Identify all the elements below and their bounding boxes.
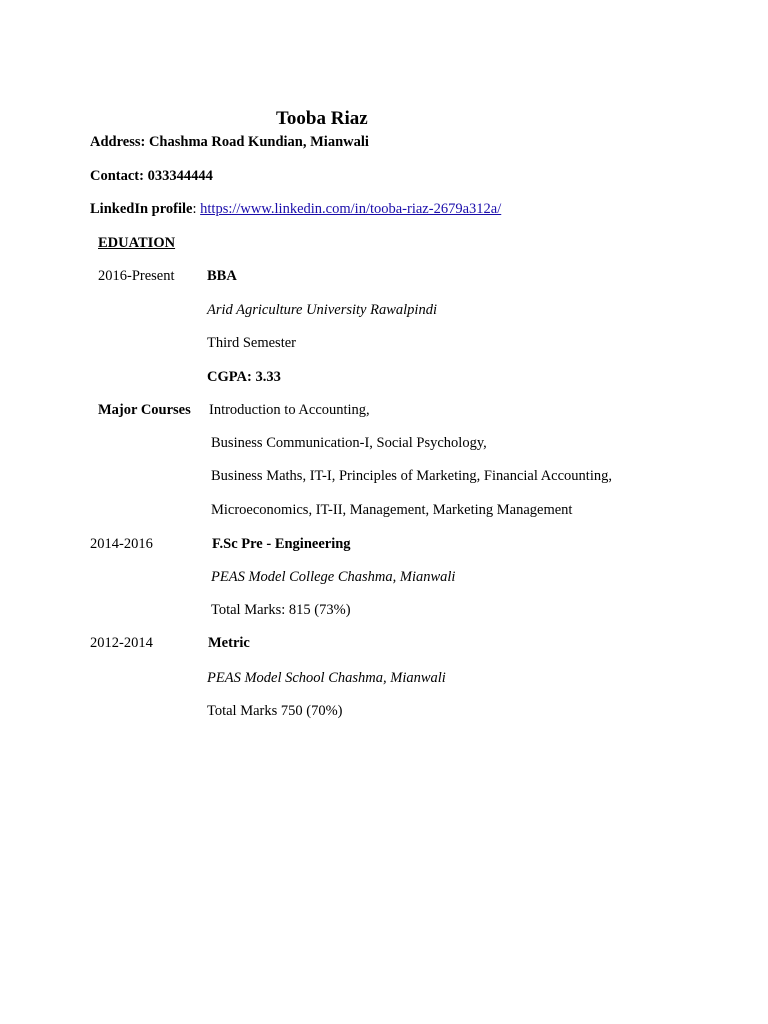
linkedin-line: [90, 200, 501, 218]
contact-value: 033344444: [147, 168, 213, 184]
fsc-degree: F.Sc Pre - Engineering: [212, 536, 351, 552]
major-courses-line: Introduction to Accounting,: [209, 402, 370, 418]
fsc-institution: PEAS Model College Chashma, Mianwali: [211, 569, 456, 585]
metric-marks: Total Marks 750 (70%): [207, 703, 343, 719]
address-label: Address:: [90, 134, 146, 150]
major-courses-label: Major Courses: [98, 402, 191, 418]
major-courses-line: Business Communication-I, Social Psychology,: [211, 435, 487, 451]
contact-line: [90, 167, 213, 185]
major-courses-line: Business Maths, IT-I, Principles of Marketing, Financial Accounting,: [211, 468, 612, 484]
bba-institution: Arid Agriculture University Rawalpindi: [207, 302, 437, 318]
bba-cgpa: CGPA: 3.33: [207, 369, 281, 385]
bba-degree: BBA: [207, 268, 237, 284]
linkedin-separator: :: [192, 201, 197, 217]
address-line: [90, 133, 369, 151]
metric-years: 2012-2014: [90, 635, 153, 651]
metric-institution: PEAS Model School Chashma, Mianwali: [207, 670, 446, 686]
contact-label: Contact:: [90, 168, 144, 184]
address-value: Chashma Road Kundian, Mianwali: [148, 134, 369, 150]
metric-degree: Metric: [208, 635, 250, 651]
bba-semester: Third Semester: [207, 335, 296, 351]
fsc-marks: Total Marks: 815 (73%): [211, 602, 351, 618]
education-heading: EDUATION: [98, 235, 176, 251]
linkedin-label: LinkedIn profile: [90, 201, 193, 217]
fsc-years: 2014-2016: [90, 536, 153, 552]
major-courses-line: Microeconomics, IT-II, Management, Marketing Management: [211, 502, 573, 518]
linkedin-link[interactable]: https://www.linkedin.com/in/tooba-riaz-2679a312a/: [200, 201, 502, 217]
resume-name: Tooba Riaz: [276, 108, 368, 129]
bba-years: 2016-Present: [98, 268, 175, 284]
